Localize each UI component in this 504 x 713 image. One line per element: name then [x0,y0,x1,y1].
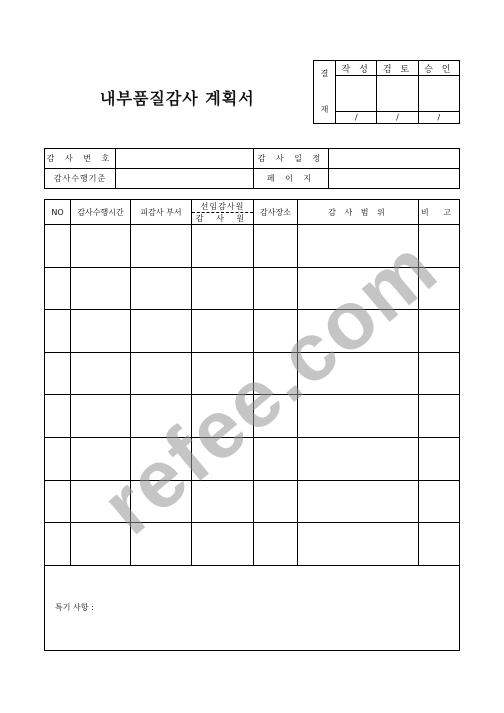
audit-criteria-field[interactable] [116,169,254,189]
header-dept: 피감사 부서 [131,200,192,225]
approval-sign-approve[interactable] [418,76,459,112]
table-row [45,225,460,268]
cell-remarks[interactable] [419,480,460,523]
cell-no[interactable] [45,310,71,353]
cell-location[interactable] [254,267,298,310]
cell-auditor[interactable] [192,310,254,353]
approval-side-bottom: 재 [320,105,329,114]
cell-no[interactable] [45,395,71,438]
table-row [45,310,460,353]
cell-remarks[interactable] [419,225,460,268]
table-body [45,225,460,566]
cell-time[interactable] [71,352,131,395]
cell-remarks[interactable] [419,395,460,438]
cell-auditor[interactable] [192,395,254,438]
cell-scope[interactable] [298,352,419,395]
cell-dept[interactable] [131,523,192,566]
info-table [44,148,460,189]
page-field[interactable] [329,169,460,189]
audit-schedule-label: 감 사 일 정 [254,149,329,169]
header-location: 감사장소 [254,200,298,225]
cell-time[interactable] [71,437,131,480]
header-lead-auditor: 선임감사원 [192,201,253,213]
cell-auditor[interactable] [192,523,254,566]
cell-no[interactable] [45,352,71,395]
cell-dept[interactable] [131,480,192,523]
cell-location[interactable] [254,395,298,438]
cell-scope[interactable] [298,225,419,268]
table-row [45,395,460,438]
cell-dept[interactable] [131,437,192,480]
cell-location[interactable] [254,480,298,523]
cell-no[interactable] [45,437,71,480]
approval-side-top: 결 [320,69,329,78]
cell-scope[interactable] [298,480,419,523]
cell-scope[interactable] [298,523,419,566]
cell-scope[interactable] [298,310,419,353]
cell-remarks[interactable] [419,523,460,566]
cell-no[interactable] [45,267,71,310]
cell-scope[interactable] [298,437,419,480]
cell-auditor[interactable] [192,225,254,268]
approval-box [313,60,460,124]
audit-plan-table [44,199,460,651]
header-auditor: 감 사 원 [195,213,250,223]
cell-scope[interactable] [298,267,419,310]
cell-dept[interactable] [131,225,192,268]
cell-time[interactable] [71,310,131,353]
audit-no-label: 감 사 번 호 [45,149,116,169]
cell-time[interactable] [71,523,131,566]
header-scope: 감 사 범 위 [298,200,419,225]
audit-no-field[interactable] [116,149,254,169]
header-auditors [192,200,254,225]
table-row [45,267,460,310]
cell-dept[interactable] [131,395,192,438]
cell-dept[interactable] [131,310,192,353]
header-no: NO [45,200,71,225]
approval-side-label [314,61,336,124]
cell-auditor[interactable] [192,267,254,310]
table-row [45,480,460,523]
cell-auditor[interactable] [192,437,254,480]
approval-date-review[interactable]: / [377,112,418,124]
cell-remarks[interactable] [419,352,460,395]
cell-no[interactable] [45,480,71,523]
cell-remarks[interactable] [419,267,460,310]
cell-location[interactable] [254,437,298,480]
approval-date-approve[interactable]: / [418,112,459,124]
cell-location[interactable] [254,523,298,566]
approval-col-write: 작 성 [336,61,377,76]
cell-location[interactable] [254,352,298,395]
approval-sign-write[interactable] [336,76,377,112]
page-label: 페 이 지 [254,169,329,189]
document-title: 내부품질감사 계획서 [100,89,255,108]
cell-remarks[interactable] [419,437,460,480]
header-time: 감사수행시간 [71,200,131,225]
watermark-logo: refee.com [85,221,455,552]
approval-date-write[interactable]: / [336,112,377,124]
notes-cell[interactable] [45,565,460,650]
table-row [45,352,460,395]
cell-auditor[interactable] [192,480,254,523]
cell-time[interactable] [71,225,131,268]
cell-auditor[interactable] [192,352,254,395]
table-row [45,523,460,566]
cell-location[interactable] [254,310,298,353]
table-row [45,437,460,480]
audit-criteria-label: 감사수행기준 [45,169,116,189]
cell-no[interactable] [45,225,71,268]
table-header-row [45,200,460,225]
cell-location[interactable] [254,225,298,268]
cell-remarks[interactable] [419,310,460,353]
approval-col-approve: 승 인 [418,61,459,76]
cell-no[interactable] [45,523,71,566]
cell-scope[interactable] [298,395,419,438]
notes-label: 특기 사항 : [55,603,94,613]
cell-time[interactable] [71,395,131,438]
cell-time[interactable] [71,267,131,310]
cell-time[interactable] [71,480,131,523]
approval-sign-review[interactable] [377,76,418,112]
header-remarks: 비 고 [419,200,460,225]
approval-col-review: 검 토 [377,61,418,76]
cell-dept[interactable] [131,352,192,395]
audit-schedule-field[interactable] [329,149,460,169]
cell-dept[interactable] [131,267,192,310]
